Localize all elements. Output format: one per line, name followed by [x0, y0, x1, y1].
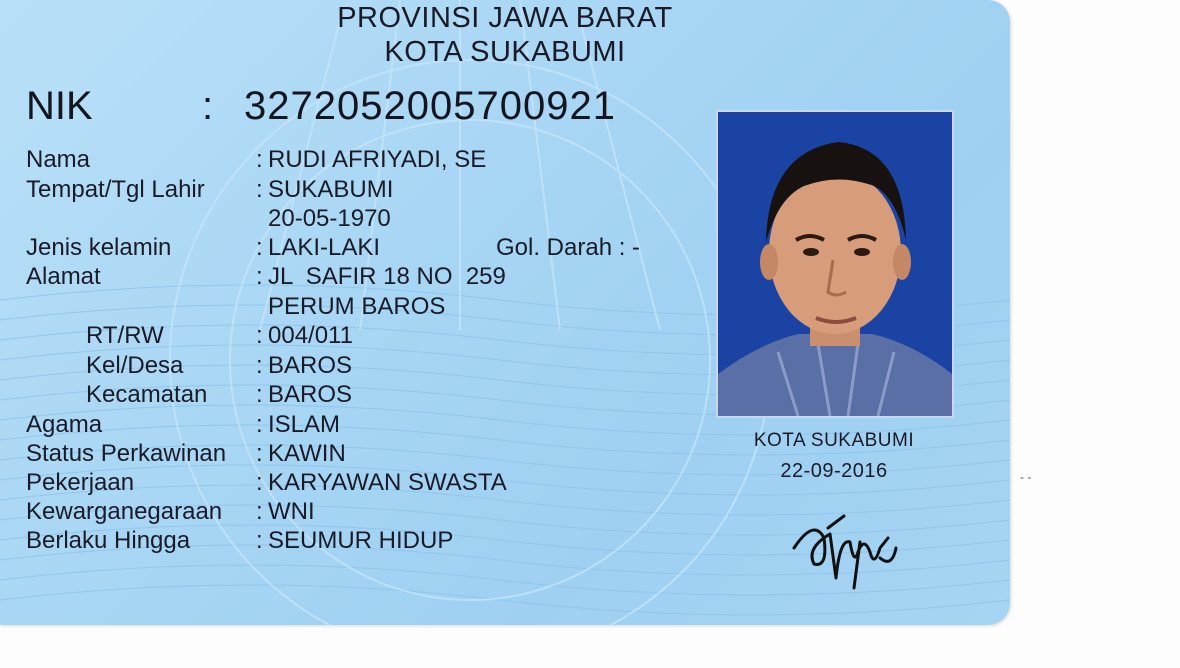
field-value: 20-05-1970 [268, 205, 391, 232]
field-colon: : [256, 381, 263, 408]
field-colon: : [256, 527, 263, 554]
field-label: Jenis kelamin [26, 234, 172, 261]
field-value: PERUM BAROS [268, 293, 446, 320]
nik-colon: : [202, 84, 214, 128]
field-colon: : [256, 411, 263, 438]
field-value: KARYAWAN SWASTA [268, 469, 507, 496]
city-title: KOTA SUKABUMI [384, 36, 626, 68]
issue-date: 22-09-2016 [780, 460, 888, 482]
gol-darah: Gol. Darah : - [496, 234, 641, 261]
field-colon: : [256, 176, 263, 203]
field-label: Kel/Desa [86, 352, 184, 379]
field-label: Tempat/Tgl Lahir [26, 176, 205, 203]
field-colon: : [256, 469, 263, 496]
scan-speck: - - [1020, 470, 1032, 484]
signature [784, 508, 902, 598]
field-value: LAKI-LAKI [268, 234, 381, 261]
nik-value: 3272052005700921 [244, 84, 616, 128]
field-colon: : [256, 146, 263, 173]
field-label: Berlaku Hingga [26, 527, 191, 554]
field-value: SEUMUR HIDUP [268, 527, 454, 554]
field-label: Alamat [26, 263, 101, 290]
field-value: JL SAFIR 18 NO 259 [268, 263, 506, 290]
field-label: Agama [26, 411, 103, 438]
field-colon: : [256, 498, 263, 525]
portrait-image [718, 112, 952, 416]
province-title: PROVINSI JAWA BARAT [337, 2, 673, 34]
field-value: BAROS [268, 381, 353, 408]
field-jenis-kelamin [0, 234, 700, 264]
field-label: Kewarganegaraan [26, 498, 223, 525]
field-label: Pekerjaan [26, 469, 135, 496]
issue-city: KOTA SUKABUMI [753, 430, 915, 451]
nik-label: NIK [26, 84, 93, 128]
field-value: KAWIN [268, 440, 346, 467]
holder-photo [716, 110, 954, 418]
field-value: SUKABUMI [268, 176, 394, 203]
field-colon: : [256, 322, 263, 349]
field-colon: : [256, 352, 263, 379]
field-value: ISLAM [268, 411, 341, 438]
field-value: BAROS [268, 352, 353, 379]
field-value: RUDI AFRIYADI, SE [268, 146, 487, 173]
field-label: RT/RW [86, 322, 164, 349]
field-colon: : [256, 440, 263, 467]
field-value: WNI [268, 498, 315, 525]
field-colon: : [256, 263, 263, 290]
field-label: Nama [26, 146, 91, 173]
field-label: Status Perkawinan [26, 440, 227, 467]
field-colon: : [256, 234, 263, 261]
field-label: Kecamatan [86, 381, 208, 408]
field-value: 004/011 [268, 322, 353, 349]
